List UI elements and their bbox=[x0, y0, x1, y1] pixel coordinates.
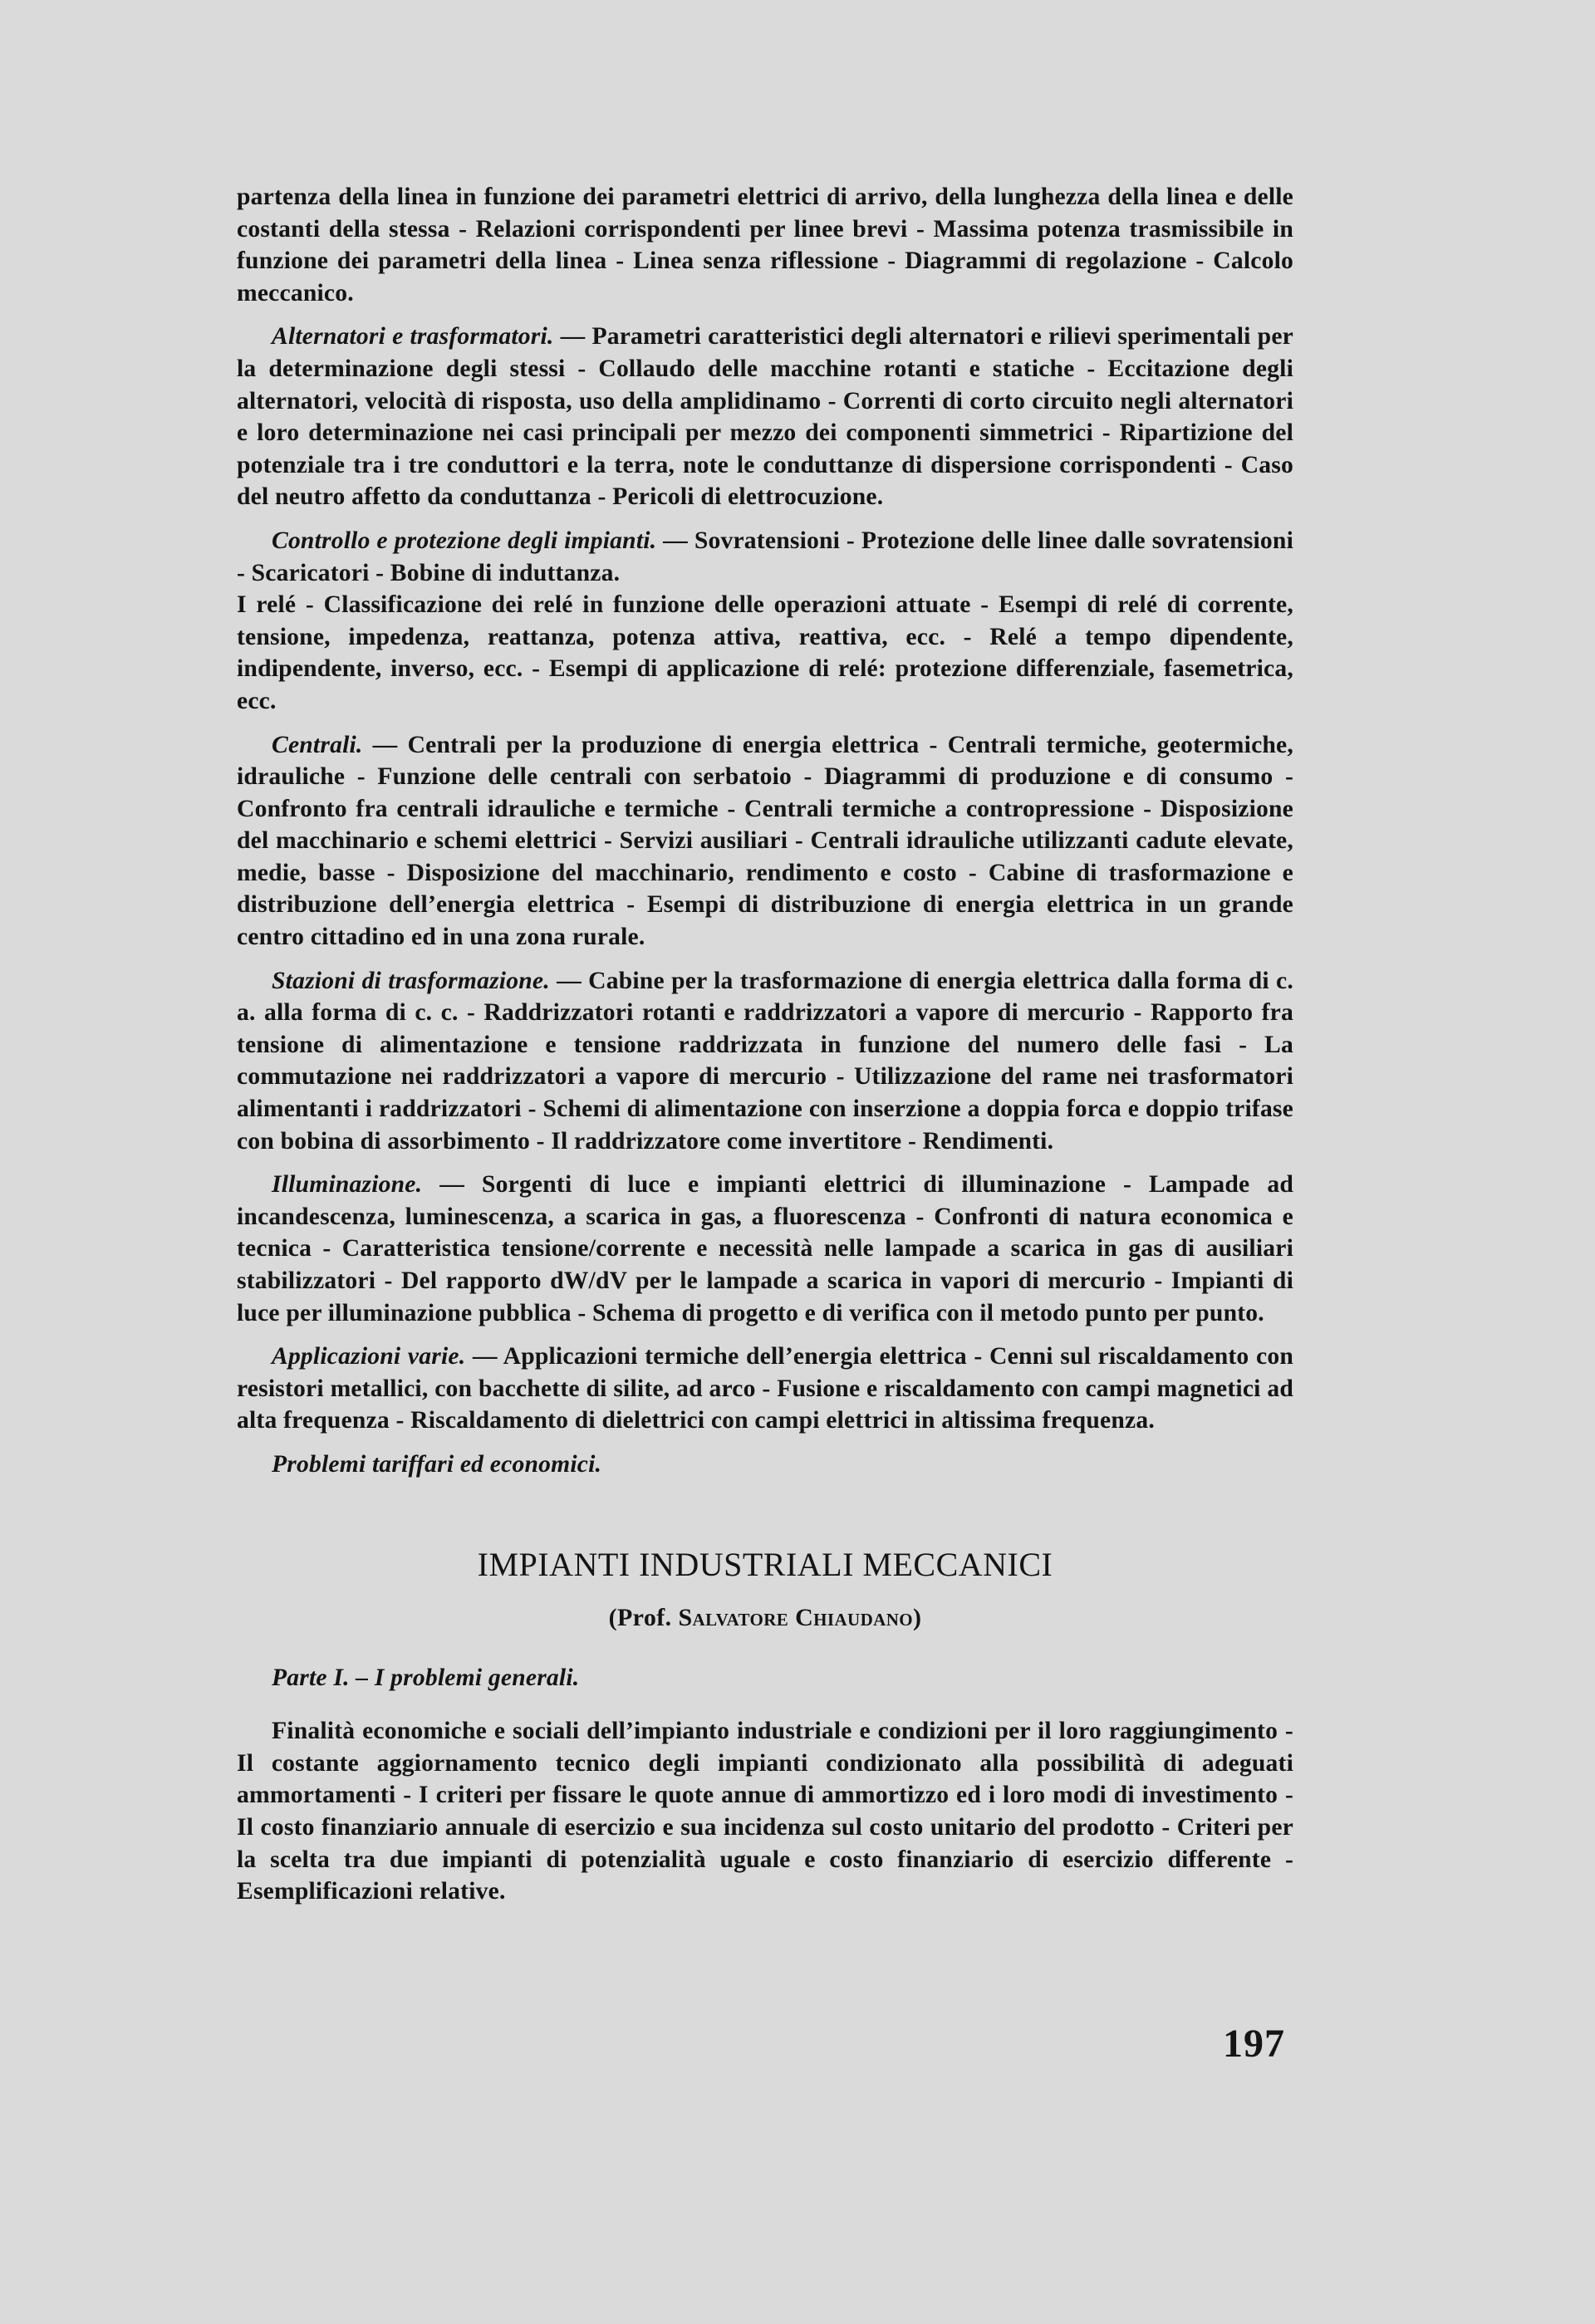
section-lead: Centrali. bbox=[272, 731, 363, 758]
section-controllo bbox=[237, 525, 1293, 589]
section-lead: Illuminazione. bbox=[272, 1171, 423, 1199]
section-applicazioni bbox=[237, 1341, 1293, 1437]
section-lead: Problemi tariffari ed economici. bbox=[272, 1450, 602, 1478]
section-controllo-rele: I relé - Classificazione dei relé in funzione delle operazioni attuate - Esempi di relé di corrente, tensione, impedenza, reattanza, potenza attiva, reattiva, ecc. - Relé a tempo dipendente, indipendente, inverso, ecc. - Esempi di applicazione di relé: protezione differenziale, fasemetrica, ecc. bbox=[237, 591, 1293, 714]
professor-suffix: ) bbox=[913, 1603, 922, 1631]
section-text: — Cabine per la trasformazione di energia elettrica dalla forma di c. a. alla forma di c. c. - Raddrizzatori rotanti e raddrizzatori a vapore di mercurio - Rapporto fra tensione di alimentazione e tensione raddrizzata in funzione del numero delle fasi - La commutazione nei raddrizzatori a vapore di mercurio - Utilizzazione del rame nei trasformatori alimentanti i raddrizzatori - Schemi di alimentazione con inserzione a doppia forca e doppio trifase con bobina di assorbimento - Il raddrizzatore come invertitore - Rendimenti. bbox=[237, 967, 1293, 1155]
section-text: — Centrali per la produzione di energia elettrica - Centrali termiche, geotermiche, idrauliche - Funzione delle centrali con serbatoio - Diagrammi di produzione e di consumo - Confronto fra centrali idrauliche e termiche - Centrali termiche a contropressione - Disposizione del macchinario e schemi elettrici - Servizi ausiliari - Centrali idrauliche utilizzanti cadute elevate, medie, basse - Disposizione del macchinario, rendimento e costo - Cabine di trasformazione e distribuzione dell’energia elettrica - Esempi di distribuzione di energia elettrica in un grande centro cittadino ed in una zona rurale. bbox=[237, 731, 1293, 951]
course-body bbox=[237, 1715, 1293, 1908]
page-content bbox=[237, 181, 1293, 1920]
section-lead: Controllo e protezione degli impianti. bbox=[272, 527, 657, 554]
section-lead: Alternatori e trasformatori. bbox=[272, 323, 554, 351]
section-text: — Parametri caratteristici degli alternatori e rilievi sperimentali per la determinazione degli stessi - Collaudo delle macchine rotanti e statiche - Eccitazione degli alternatori, velocità di risposta, uso della amplidinamo - Correnti di corto circuito negli alternatori e loro determinazione nei casi principali per mezzo dei componenti simmetrici - Ripartizione del potenziale tra i tre conduttori e la terra, note le conduttanze di dispersione corrispondenti - Caso del neutro affetto da conduttanza - Pericoli di elettrocuzione. bbox=[237, 323, 1293, 511]
course-professor bbox=[237, 1602, 1293, 1634]
course-body-text: Finalità economiche e sociali dell’impianto industriale e condizioni per il loro raggiungimento - Il costante aggiornamento tecnico degli impianti condizionato alla possibilità di adeguati ammortamenti - I criteri per fissare le quote annue di ammortizzo ed i loro modi di investimento - Il costo finanziario annuale di esercizio e sua incidenza sul costo unitario del prodotto - Criteri per la scelta tra due impianti di potenzialità uguale e costo finanziario di esercizio differente - Esemplificazioni relative. bbox=[237, 1718, 1293, 1905]
section-lead: Stazioni di trasformazione. bbox=[272, 967, 550, 994]
professor-prefix: (Prof. bbox=[608, 1603, 679, 1631]
intro-paragraph: partenza della linea in funzione dei parametri elettrici di arrivo, della lunghezza della linea e delle costanti della stessa - Relazioni corrispondenti per linee brevi - Massima potenza trasmissibile in funzione dei parametri della linea - Linea senza riflessione - Diagrammi di regolazione - Calcolo meccanico. bbox=[237, 184, 1293, 306]
part-heading bbox=[237, 1662, 1293, 1694]
course-title: IMPIANTI INDUSTRIALI MECCANICI bbox=[477, 1545, 1053, 1583]
section-problemi bbox=[237, 1449, 1293, 1481]
part-heading-text: Parte I. – I problemi generali. bbox=[272, 1664, 580, 1691]
section-illuminazione bbox=[237, 1169, 1293, 1329]
section-alternatori bbox=[237, 321, 1293, 513]
page-number: 197 bbox=[1223, 2022, 1285, 2066]
section-lead: Applicazioni varie. bbox=[272, 1343, 466, 1370]
section-text: — Sovratensioni - Protezione delle linee dalle sovratensioni - Scaricatori - Bobine di induttanza. bbox=[237, 527, 1293, 586]
professor-name: Salvatore Chiaudano bbox=[678, 1603, 914, 1631]
section-text: — Sorgenti di luce e impianti elettrici di illuminazione - Lampade ad incandescenza, luminescenza, a scarica in gas, a fluorescenza - Confronti di natura economica e tecnica - Caratteristica tensione/corrente e necessità nelle lampade a scarica in gas di ausiliari stabilizzatori - Del rapporto dW/dV per le lampade a scarica in vapori di mercurio - Impianti di luce per illuminazione pubblica - Schema di progetto e di verifica con il metodo punto per punto. bbox=[237, 1171, 1293, 1326]
section-stazioni bbox=[237, 965, 1293, 1158]
section-text: — Applicazioni termiche dell’energia elettrica - Cenni sul riscaldamento con resistori metallici, con bacchette di silite, ad arco - Fusione e riscaldamento con campi magnetici ad alta frequenza - Riscaldamento di dielettrici con campi elettrici in altissima frequenza. bbox=[237, 1343, 1293, 1434]
section-centrali bbox=[237, 729, 1293, 954]
